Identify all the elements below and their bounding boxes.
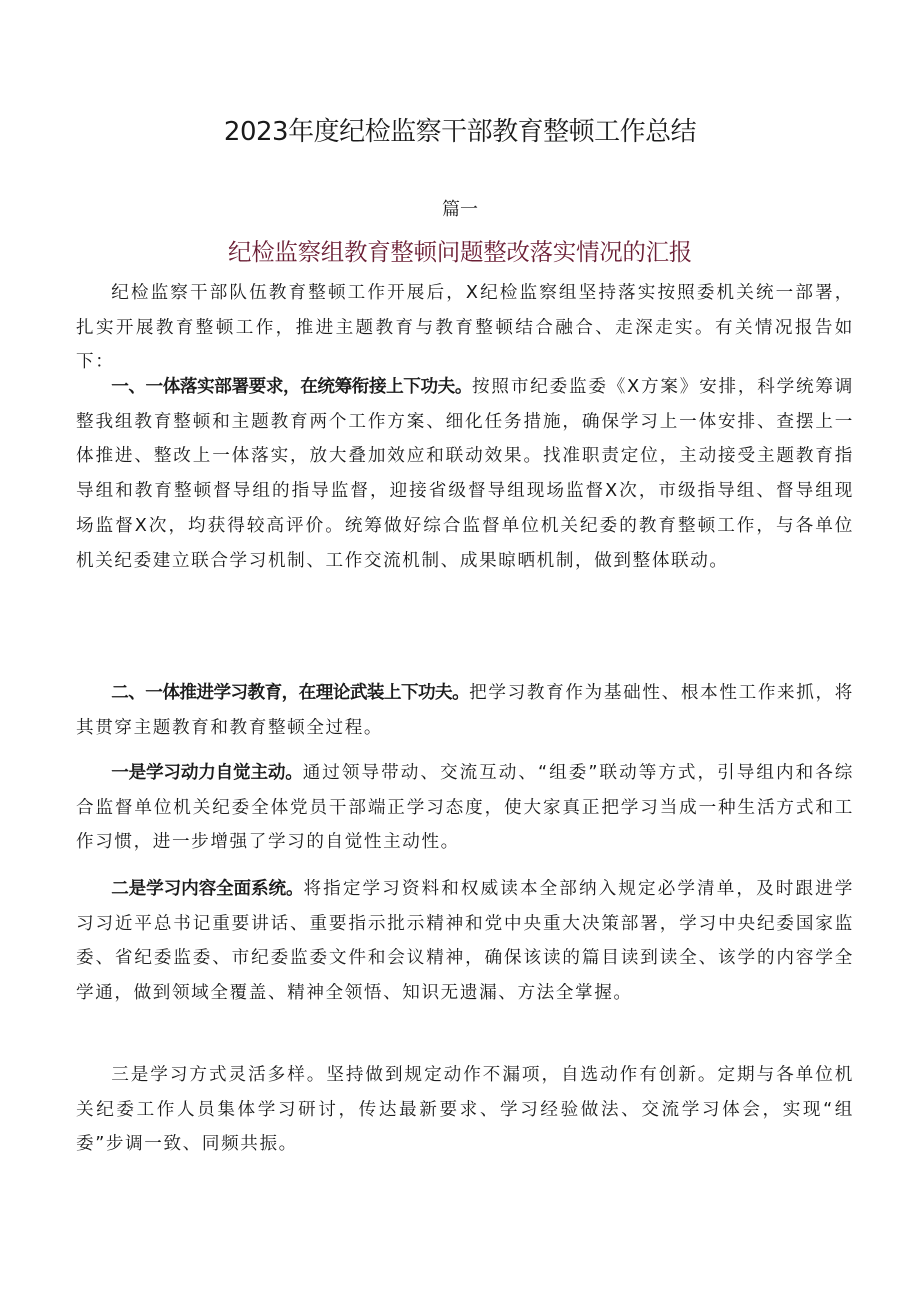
paragraph-text: 按照市纪委监委《X方案》安排，科学统筹调整我组教育整顿和主题教育两个工作方案、细化任务措施，确保学习上一体安排、查摆上一体推进、整改上一体落实，放大叠加效应和联动效果。找准职责定位，主动接受主题教育指导组和教育整顿督导组的指导监督，迎接省级督导组现场监督X次，市级指导组、督导组现场监督X次，均获得较高评价。统筹做好综合监督单位机关纪委的教育整顿工作，与各单位机关纪委建立联合学习机制、工作交流机制、成果晾晒机制，做到整体联动。 — [76, 377, 854, 571]
paragraph-text: 纪检监察干部队伍教育整顿工作开展后，X纪检监察组坚持落实按照委机关统一部署，扎实开展教育整顿工作，推进主题教育与教育整顿结合融合、走深走实。有关情况报告如下： — [76, 283, 854, 373]
paragraph-section-one — [76, 370, 854, 578]
paragraph-text: 把学习教育作为基础性、根本性工作来抓，将其贯穿主题教育和教育整顿全过程。 — [76, 683, 854, 738]
section-label: 篇一 — [442, 199, 478, 220]
paragraph-lead: 二、一体推进学习教育，在理论武装上下功夫。 — [111, 683, 470, 703]
document-title: 2023年度纪检监察干部教育整顿工作总结 — [223, 117, 697, 147]
paragraph-section-two — [76, 676, 854, 745]
paragraph-lead: 一是学习动力自觉主动。 — [111, 763, 303, 783]
paragraph-lead: 一、一体落实部署要求，在统筹衔接上下功夫。 — [111, 377, 473, 397]
paragraph-text: 三是学习方式灵活多样。坚持做到规定动作不漏项，自选动作有创新。定期与各单位机关纪委工作人员集体学习研讨，传达最新要求、学习经验做法、交流学习体会，实现“组委”步调一致、同频共振。 — [76, 1065, 854, 1155]
paragraph-point-three — [76, 1058, 854, 1162]
section-heading: 纪检监察组教育整顿问题整改落实情况的汇报 — [228, 238, 692, 266]
paragraph-intro — [76, 276, 854, 380]
paragraph-text: 通过领导带动、交流互动、“组委”联动等方式，引导组内和各综合监督单位机关纪委全体党员干部端正学习态度，使大家真正把学习当成一种生活方式和工作习惯，进一步增强了学习的自觉性主动性。 — [76, 763, 854, 853]
paragraph-lead: 二是学习内容全面系统。 — [111, 879, 304, 899]
paragraph-point-two — [76, 872, 854, 1011]
paragraph-text: 将指定学习资料和权威读本全部纳入规定必学清单，及时跟进学习习近平总书记重要讲话、重要指示批示精神和党中央重大决策部署，学习中央纪委国家监委、省纪委监委、市纪委监委文件和会议精神，确保该读的篇目读到读全、该学的内容学全学通，做到领域全覆盖、精神全领悟、知识无遗漏、方法全掌握。 — [76, 879, 854, 1004]
paragraph-point-one — [76, 756, 854, 860]
